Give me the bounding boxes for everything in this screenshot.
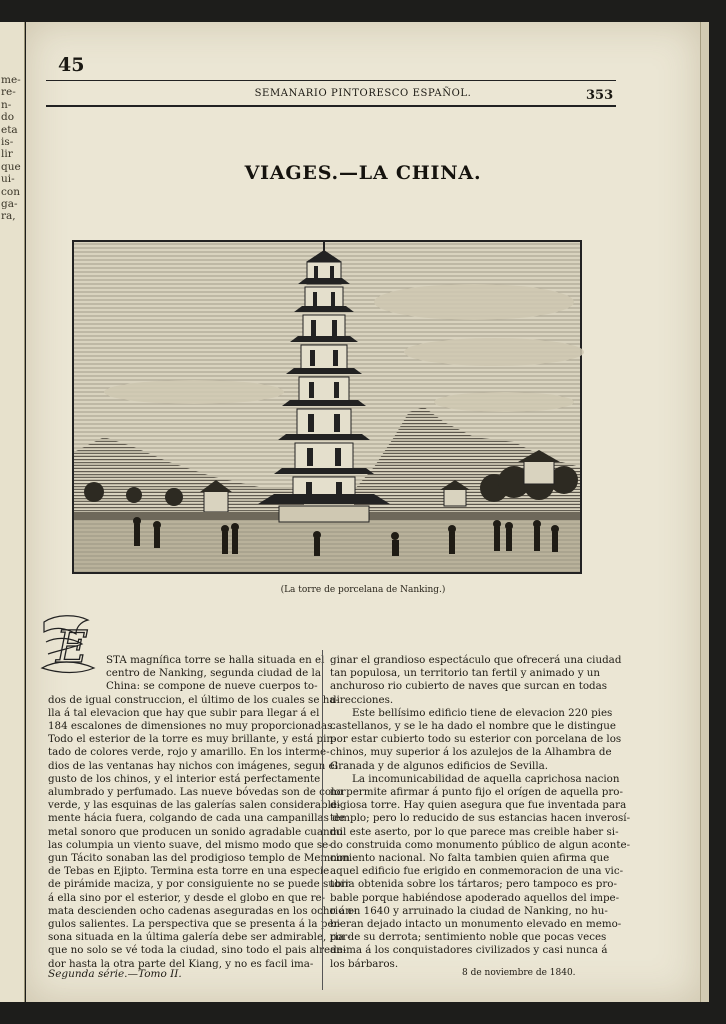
prev-page-fragment: eta	[1, 123, 18, 136]
left-column-line: Todo el esterior de la torre es muy brillante, y está pin-	[48, 733, 337, 746]
left-column-line: de Tebas en Ejipto. Termina esta torre en una especie	[48, 865, 330, 878]
right-column-line: toria obtenida sobre los tártaros; pero tampoco es pro-	[330, 878, 617, 891]
left-column-line: á ella sino por el esterior, y desde el globo en que re-	[48, 891, 326, 904]
engraving-caption: (La torre de porcelana de Nanking.)	[280, 585, 446, 595]
right-column-line: bieran dejado intacto un monumento elevado en memo-	[330, 918, 622, 931]
left-column-line: que no solo se vé toda la ciudad, sino todo el pais alrede-	[48, 944, 347, 957]
header-rule-top	[46, 80, 616, 81]
page-edge	[700, 22, 709, 1002]
right-column-line: do construida como monumento público de algun aconte-	[330, 838, 631, 851]
left-column-line: dos de igual construccion, el último de los cuales se ha-	[48, 693, 339, 706]
prev-page-fragment: con	[1, 185, 20, 198]
left-column-line: alumbrado y perfumado. Las nueve bóvedas son de color	[48, 786, 346, 799]
prev-page-fragment: do	[1, 111, 15, 124]
left-column-line: centro de Nanking, segunda ciudad de la	[106, 667, 321, 680]
header-rule-bottom	[46, 105, 616, 107]
left-column-line: STA magnífica torre se halla situada en el	[106, 654, 325, 666]
left-column-line: 184 escalones de dimensiones no muy proporcionadas.	[48, 720, 336, 733]
right-column-line: templo; pero lo reducido de sus estancias hacen inverosí-	[330, 812, 631, 825]
porcelain-tower-illustration	[74, 242, 580, 572]
left-column-line: metal sonoro que producen un sonido agradable cuando	[48, 825, 343, 838]
right-column-line: anchuroso rio cubierto de naves que surcan en todas	[330, 680, 608, 693]
left-column-line: lla á tal elevacion que hay que subir para llegar á el	[48, 706, 320, 719]
prev-page-fragment: re-	[1, 86, 16, 99]
pagoda-engraving	[72, 240, 582, 574]
right-column-line: no permite afirmar á punto fijo el orígen de aquella pro-	[330, 786, 623, 799]
right-column-line: bable porque habiéndose apoderado aquellos del impe-	[330, 891, 620, 904]
publication-date: 8 de noviembre de 1840.	[462, 968, 576, 978]
left-column-line: mente hácia fuera, colgando de cada una campanillas de	[48, 812, 345, 825]
prev-page-fragment: ra,	[1, 210, 16, 223]
left-column-line: verde, y las esquinas de las galerías salen considerable-	[48, 799, 341, 812]
left-column-line: China: se compone de nueve cuerpos to-	[106, 680, 318, 693]
article-title: VIAGES.—LA CHINA.	[244, 162, 482, 184]
right-column-line: direcciones.	[330, 693, 394, 706]
prev-page-fragment: is-	[1, 136, 14, 149]
right-column-line: ginar el grandioso espectáculo que ofrecerá una ciudad	[330, 654, 622, 666]
previous-page-edge	[0, 22, 25, 1002]
prev-page-fragment: n-	[1, 98, 12, 111]
right-column-line: Granada y de algunos edificios de Sevilla.	[330, 759, 549, 772]
right-column-line: chinos, muy superior á los azulejos de la Alhambra de	[330, 746, 612, 759]
left-column-line: las columpia un viento suave, del mismo modo que se-	[48, 838, 332, 851]
right-column-line: La incomunicabilidad de aquella caprichosa nacion	[352, 772, 620, 785]
column-divider	[322, 650, 323, 990]
right-column-line: Este bellísimo edificio tiene de elevacion 220 pies	[352, 706, 613, 719]
right-column-line: mil este aserto, por lo que parece mas creible haber si-	[330, 825, 619, 838]
prev-page-fragment: que	[1, 160, 21, 173]
right-column-line: rio en 1640 y arruinado la ciudad de Nanking, no hu-	[330, 904, 608, 917]
right-column-line: digiosa torre. Hay quien asegura que fue inventada para	[330, 799, 627, 812]
article-left-column	[48, 654, 356, 971]
left-column-line: gulos salientes. La perspectiva que se presenta á la per-	[48, 918, 342, 931]
left-column-line: mata descienden ocho cadenas aseguradas en los ocho án-	[48, 904, 356, 917]
prev-page-fragment: ga-	[1, 198, 18, 211]
left-column-line: tado de colores verde, rojo y amarillo. En los interme-	[48, 746, 330, 759]
prev-page-fragment: ui-	[1, 173, 15, 186]
running-title: SEMANARIO PINTORESCO ESPAÑOL.	[254, 88, 472, 99]
dropcap-letter: E	[56, 622, 89, 673]
left-column-line: dios de las ventanas hay nichos con imágenes, segun el	[48, 759, 338, 772]
left-column-line: gun Tácito sonaban las del prodigioso templo de Memnon	[48, 852, 350, 865]
page-number: 353	[586, 88, 614, 103]
right-column-line: castellanos, y se le ha dado el nombre que le distingue	[330, 720, 616, 733]
right-column-line: los bárbaros.	[330, 957, 399, 970]
left-column-line: de pirámide maciza, y por consiguiente no se puede subir	[48, 878, 350, 891]
right-column-line: anima á los conquistadores civilizados y casi nunca á	[330, 944, 608, 957]
right-column-line: aquel edificio fue erigido en conmemoracion de una vic-	[330, 865, 624, 878]
article-right-column	[330, 654, 631, 971]
left-column-line: gusto de los chinos, y el interior está perfectamente	[48, 772, 321, 785]
left-column-line: sona situada en la última galería debe ser admirable, por-	[48, 931, 351, 944]
issue-number: 45	[58, 54, 85, 76]
right-column-line: cimiento nacional. No falta tambien quien afirma que	[330, 852, 610, 865]
series-volume: Segunda série.—Tomo II.	[48, 968, 182, 980]
prev-page-fragment: lir	[1, 148, 13, 161]
right-column-line: ria de su derrota; sentimiento noble que pocas veces	[330, 931, 607, 944]
right-column-line: tan populosa, un territorio tan fertil y animado y un	[330, 667, 601, 680]
prev-page-fragment: me-	[1, 74, 21, 86]
page	[26, 22, 700, 1002]
right-column-line: por estar cubierto todo su esterior con porcelana de los	[330, 733, 622, 746]
left-column-line: dor hasta la otra parte del Kiang, y no es facil ima-	[48, 957, 314, 970]
